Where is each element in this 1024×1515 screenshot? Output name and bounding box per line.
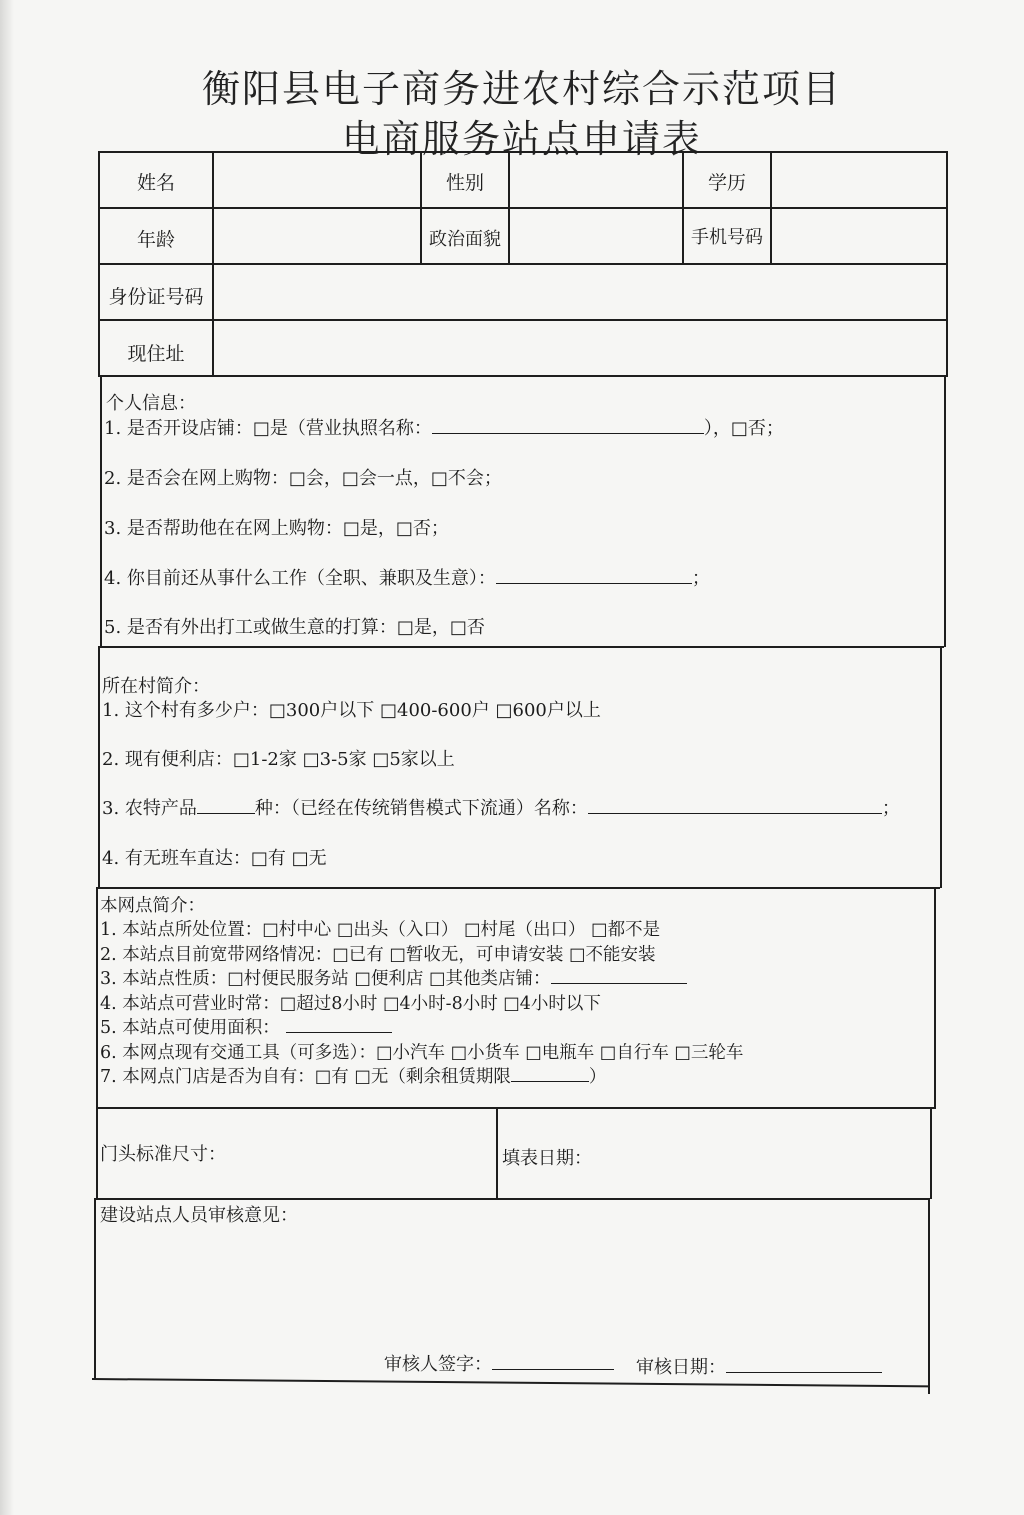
fill-date-field[interactable] xyxy=(600,1112,924,1196)
table-border-right xyxy=(946,151,948,377)
outlet-q3-text: 3. 本站点性质：□村便民服务站 □便利店 □其他类店铺： xyxy=(100,969,551,989)
door-size-label: 门头标准尺寸： xyxy=(100,1144,226,1165)
section-border-right xyxy=(928,1198,930,1394)
fill-date-label: 填表日期： xyxy=(502,1148,592,1169)
current-job-input[interactable] xyxy=(496,567,692,584)
name-field[interactable] xyxy=(214,153,420,207)
section-border-right xyxy=(944,375,946,647)
outlet-q1: 1. 本站点所处位置：□村中心 □出头（入口） □村尾（出口） □都不是 xyxy=(100,920,661,940)
outlet-q5 xyxy=(100,1014,392,1039)
personal-q3: 3. 是否帮助他在在网上购物：□是，□否； xyxy=(104,518,449,539)
outlet-heading: 本网点简介： xyxy=(100,896,205,916)
review-date-input[interactable] xyxy=(726,1356,882,1373)
gender-label: 性别 xyxy=(445,172,484,194)
table-border-bottom xyxy=(92,1378,930,1387)
village-q4: 4. 有无班车直达：□有 □无 xyxy=(102,848,327,869)
village-q3-text-b: 种：（已经在传统销售模式下流通）名称： xyxy=(254,798,588,819)
section-divider xyxy=(96,1107,934,1109)
village-q3-end: ； xyxy=(881,798,900,819)
section-border-left xyxy=(98,646,100,888)
section-border-left xyxy=(100,375,102,647)
outlet-q7 xyxy=(100,1063,606,1088)
personal-q4 xyxy=(104,564,710,590)
reviewer-signature-input[interactable] xyxy=(492,1353,614,1370)
section-border-right xyxy=(934,887,936,1109)
village-q2: 2. 现有便利店：□1-2家 □3-5家 □5家以上 xyxy=(102,749,455,770)
product-count-input[interactable] xyxy=(197,797,255,814)
personal-q1 xyxy=(104,414,784,440)
usable-area-input[interactable] xyxy=(286,1016,392,1033)
form-title-line1: 衡阳县电子商务进农村综合示范项目 xyxy=(201,67,842,111)
personal-q1-text: 1. 是否开设店铺：□是（营业执照名称： xyxy=(104,418,432,439)
section-divider xyxy=(100,646,944,648)
village-q3 xyxy=(102,794,900,820)
outlet-q7-end: ） xyxy=(588,1067,607,1087)
section-border-left xyxy=(96,887,98,1109)
table-rule xyxy=(100,375,946,377)
id-number-field[interactable] xyxy=(214,265,946,319)
outlet-q5-text: 5. 本站点可使用面积： xyxy=(100,1018,280,1038)
section-divider xyxy=(98,887,940,889)
education-label: 学历 xyxy=(707,172,746,194)
village-q1: 1. 这个村有多少户：□300户以下 □400-600户 □600户以上 xyxy=(102,700,601,721)
phone-field[interactable] xyxy=(772,209,946,263)
section-divider xyxy=(96,1198,930,1200)
personal-q2: 2. 是否会在网上购物：□会，□会一点，□不会； xyxy=(104,468,502,489)
lease-remaining-input[interactable] xyxy=(511,1065,589,1082)
name-label: 姓名 xyxy=(136,172,175,194)
outlet-q6: 6. 本网点现有交通工具（可多选）：□小汽车 □小货车 □电瓶车 □自行车 □三轮车 xyxy=(100,1043,744,1063)
form-title-line2: 电商服务站点申请表 xyxy=(341,117,702,161)
business-license-name-input[interactable] xyxy=(432,417,704,434)
reviewer-signature-label: 审核人签字： xyxy=(384,1354,492,1375)
address-label: 现住址 xyxy=(127,343,185,365)
review-opinion-field[interactable] xyxy=(100,1228,920,1338)
village-q3-text-a: 3. 农特产品 xyxy=(102,798,197,819)
review-opinion-label: 建设站点人员审核意见： xyxy=(100,1205,298,1226)
row-column-rule xyxy=(496,1107,498,1199)
personal-q5: 5. 是否有外出打工或做生意的打算：□是，□否 xyxy=(104,617,485,638)
other-store-type-input[interactable] xyxy=(551,967,687,984)
gender-field[interactable] xyxy=(510,153,682,207)
personal-q1-end: ），□否； xyxy=(703,418,784,439)
political-status-field[interactable] xyxy=(510,209,682,263)
outlet-q3 xyxy=(100,965,687,990)
age-label: 年龄 xyxy=(136,229,175,251)
outlet-q4: 4. 本站点可营业时常：□超过8小时 □4小时-8小时 □4小时以下 xyxy=(100,994,601,1014)
section-border-right xyxy=(930,1107,932,1199)
section-border-left xyxy=(94,1198,96,1380)
village-heading: 所在村简介： xyxy=(102,676,210,697)
outlet-q7-text: 7. 本网点门店是否为自有：□有 □无（剩余租赁期限 xyxy=(100,1067,511,1087)
outlet-q2: 2. 本站点目前宽带网络情况：□已有 □暂收无，可申请安装 □不能安装 xyxy=(100,945,656,965)
product-name-input[interactable] xyxy=(588,797,882,814)
personal-q4-text: 4. 你目前还从事什么工作（全职、兼职及生意）： xyxy=(104,568,496,589)
personal-info-heading: 个人信息： xyxy=(106,393,196,414)
age-field[interactable] xyxy=(214,209,420,263)
id-number-label: 身份证号码 xyxy=(108,286,204,308)
address-field[interactable] xyxy=(214,321,946,375)
review-date-label: 审核日期： xyxy=(636,1357,726,1378)
section-border-left xyxy=(96,1107,98,1199)
page-edge-shadow xyxy=(0,0,14,1515)
political-status-label: 政治面貌 xyxy=(429,229,501,250)
personal-q4-end: ； xyxy=(691,568,710,589)
phone-label: 手机号码 xyxy=(691,227,763,248)
review-date xyxy=(636,1353,882,1379)
section-border-right xyxy=(940,646,942,888)
education-field[interactable] xyxy=(772,153,946,207)
door-size-field[interactable] xyxy=(240,1112,490,1196)
reviewer-signature xyxy=(384,1350,614,1376)
